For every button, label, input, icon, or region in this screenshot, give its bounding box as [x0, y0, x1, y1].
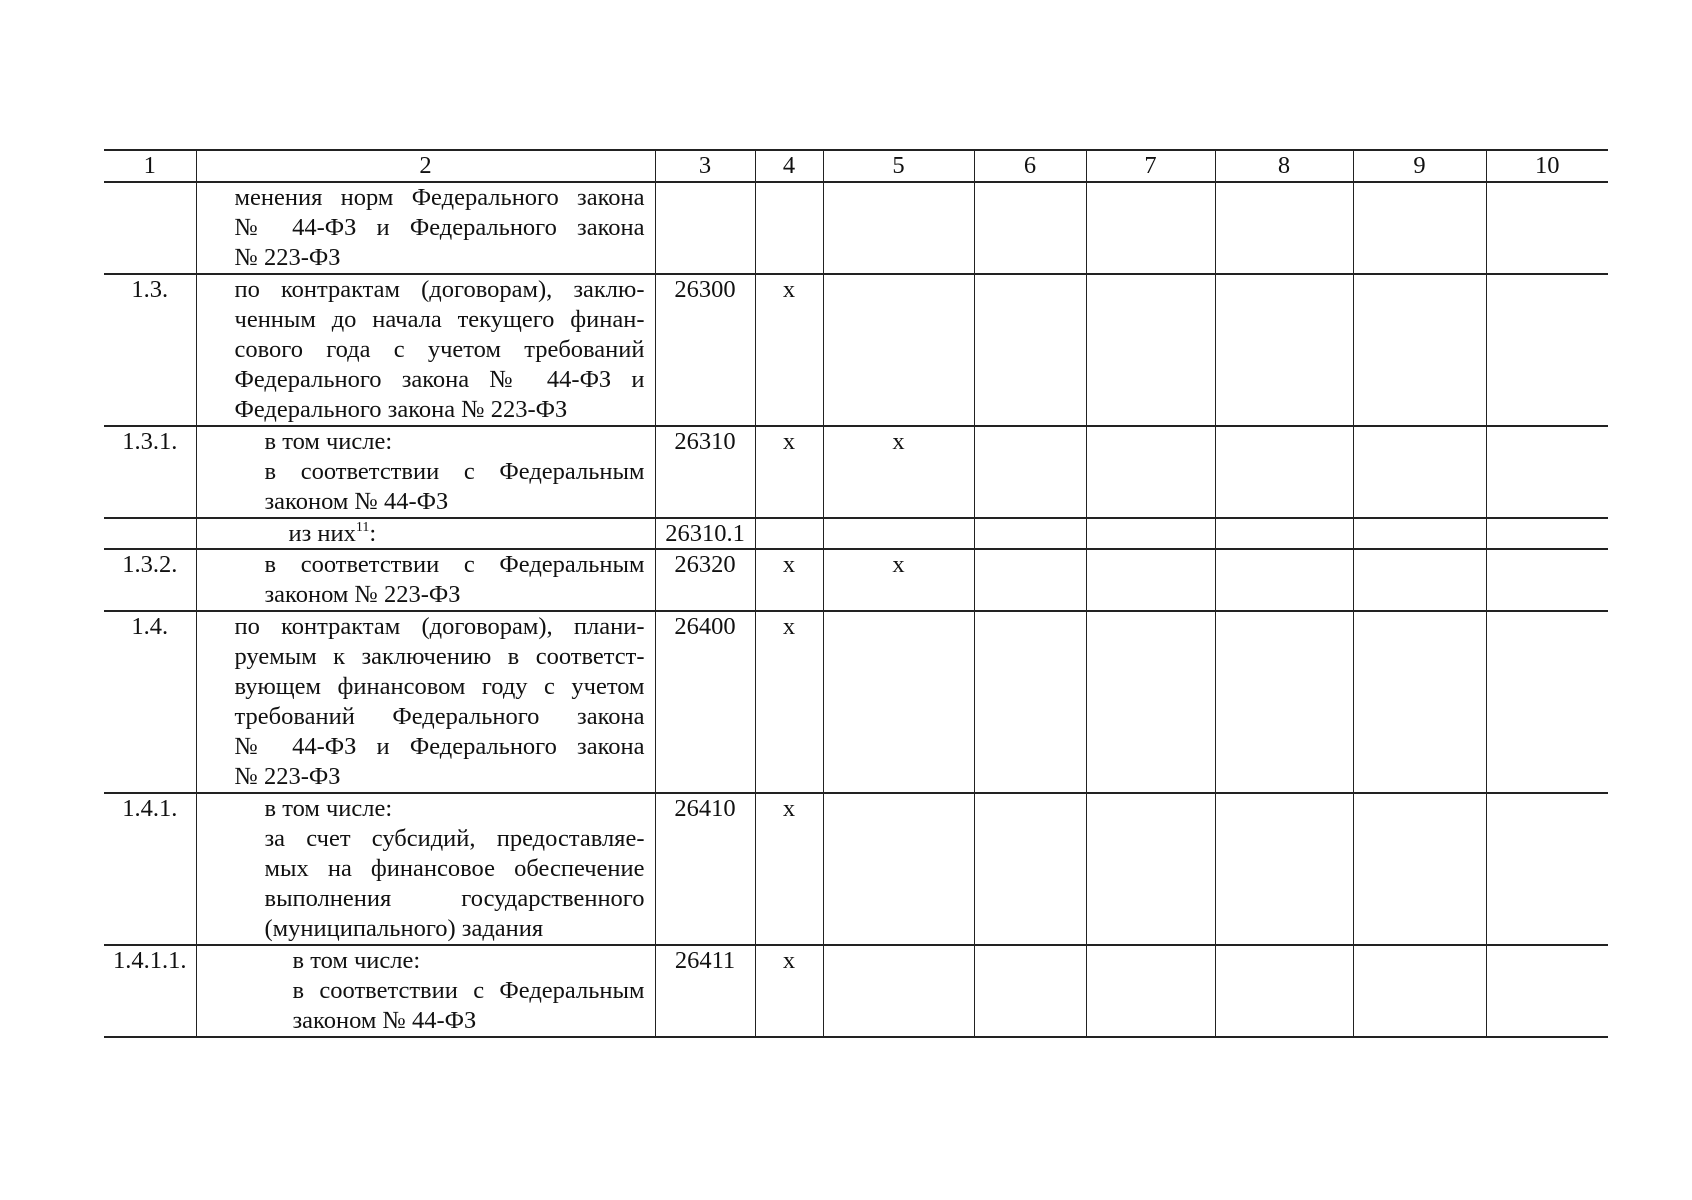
- description-line: по контрактам (договорам), плани-: [234, 613, 645, 640]
- description-suffix: :: [369, 520, 377, 547]
- cell-col4: x: [755, 274, 823, 426]
- cell-col9: [1353, 518, 1486, 549]
- cell-col8: [1215, 793, 1353, 945]
- cell-col7: [1086, 793, 1215, 945]
- cell-col5: [823, 611, 974, 793]
- description-line: менения норм Федерального закона: [234, 184, 645, 211]
- cell-col9: [1353, 611, 1486, 793]
- cell-col8: [1215, 518, 1353, 549]
- table-row: [104, 945, 1608, 1037]
- cell-col10: [1486, 549, 1608, 611]
- row-number: 1.3.1.: [104, 426, 196, 518]
- document-table: [104, 149, 1608, 1038]
- cell-col7: [1086, 182, 1215, 274]
- cell-col10: [1486, 945, 1608, 1037]
- cell-col4: x: [755, 945, 823, 1037]
- cell-col9: [1353, 549, 1486, 611]
- cell-col6: [974, 274, 1086, 426]
- cell-col4: [755, 518, 823, 549]
- row-number: 1.4.1.: [104, 793, 196, 945]
- cell-col10: [1486, 611, 1608, 793]
- description-intro: в том числе:: [292, 947, 421, 974]
- cell-col8: [1215, 426, 1353, 518]
- row-number: [104, 182, 196, 274]
- cell-col6: [974, 793, 1086, 945]
- row-code: 26400: [655, 611, 755, 793]
- cell-col5: [823, 182, 974, 274]
- cell-col10: [1486, 182, 1608, 274]
- row-code: 26310: [655, 426, 755, 518]
- row-description: [196, 549, 655, 611]
- cell-col7: [1086, 426, 1215, 518]
- row-description: [196, 945, 655, 1037]
- description-intro: в том числе:: [264, 428, 393, 455]
- description-line: мых на финансовое обеспечение: [264, 855, 645, 882]
- cell-col10: [1486, 274, 1608, 426]
- description-line: законом № 223-ФЗ: [264, 581, 461, 608]
- cell-col9: [1353, 945, 1486, 1037]
- header-cell: 6: [974, 150, 1086, 182]
- cell-col5: [823, 518, 974, 549]
- table-row: [104, 182, 1608, 274]
- cell-col6: [974, 518, 1086, 549]
- header-cell: 2: [196, 150, 655, 182]
- cell-col4: x: [755, 549, 823, 611]
- description-line: по контрактам (договорам), заклю-: [234, 276, 645, 303]
- cell-col8: [1215, 274, 1353, 426]
- description-line: руемым к заключению в соответст-: [234, 643, 645, 670]
- cell-col5: [823, 945, 974, 1037]
- description-line: (муниципального) задания: [264, 915, 544, 942]
- row-number: 1.4.: [104, 611, 196, 793]
- description-line: требований Федерального закона: [234, 703, 645, 730]
- cell-col7: [1086, 611, 1215, 793]
- cell-col8: [1215, 549, 1353, 611]
- row-description: [196, 518, 655, 549]
- description-line: № 223-ФЗ: [234, 763, 341, 790]
- cell-col4: x: [755, 611, 823, 793]
- cell-col4: x: [755, 793, 823, 945]
- header-cell: 9: [1353, 150, 1486, 182]
- description-line: ченным до начала текущего финан-: [234, 306, 645, 333]
- table-header-row: [104, 150, 1608, 182]
- cell-col4: x: [755, 426, 823, 518]
- cell-col7: [1086, 274, 1215, 426]
- description-line: за счет субсидий, предоставляе-: [264, 825, 645, 852]
- row-description: [196, 793, 655, 945]
- row-number: 1.3.2.: [104, 549, 196, 611]
- description-text: из них: [288, 520, 356, 547]
- cell-col10: [1486, 518, 1608, 549]
- description-line: вующем финансовом году с учетом: [234, 673, 645, 700]
- cell-col6: [974, 549, 1086, 611]
- table-row: [104, 518, 1608, 549]
- header-cell: 5: [823, 150, 974, 182]
- header-cell: 10: [1486, 150, 1608, 182]
- description-line: № 44-ФЗ и Федерального закона: [234, 214, 645, 241]
- row-number: 1.3.: [104, 274, 196, 426]
- description-intro: в том числе:: [264, 795, 393, 822]
- description-line: законом № 44-ФЗ: [264, 488, 449, 515]
- row-code: 26411: [655, 945, 755, 1037]
- header-cell: 3: [655, 150, 755, 182]
- table-row: [104, 611, 1608, 793]
- cell-col8: [1215, 945, 1353, 1037]
- row-description: [196, 182, 655, 274]
- table-row: [104, 274, 1608, 426]
- cell-col9: [1353, 793, 1486, 945]
- cell-col10: [1486, 426, 1608, 518]
- description-line: Федерального закона № 44-ФЗ и: [234, 366, 645, 393]
- cell-col6: [974, 945, 1086, 1037]
- cell-col6: [974, 426, 1086, 518]
- header-cell: 1: [104, 150, 196, 182]
- cell-col8: [1215, 182, 1353, 274]
- table-row: [104, 793, 1608, 945]
- row-code: 26310.1: [655, 518, 755, 549]
- description-line: в соответствии с Федеральным: [292, 977, 645, 1004]
- row-code: 26410: [655, 793, 755, 945]
- description-line: Федерального закона № 223-ФЗ: [234, 396, 568, 423]
- description-line: в соответствии с Федеральным: [264, 551, 645, 578]
- cell-col5: x: [823, 549, 974, 611]
- description-line: № 44-ФЗ и Федерального закона: [234, 733, 645, 760]
- row-code: 26300: [655, 274, 755, 426]
- cell-col9: [1353, 426, 1486, 518]
- row-number: [104, 518, 196, 549]
- cell-col9: [1353, 182, 1486, 274]
- row-description: [196, 611, 655, 793]
- cell-col5: x: [823, 426, 974, 518]
- cell-col7: [1086, 549, 1215, 611]
- row-description: [196, 426, 655, 518]
- cell-col7: [1086, 518, 1215, 549]
- header-cell: 4: [755, 150, 823, 182]
- cell-col6: [974, 611, 1086, 793]
- cell-col8: [1215, 611, 1353, 793]
- description-line: законом № 44-ФЗ: [292, 1007, 477, 1034]
- row-description: [196, 274, 655, 426]
- row-code: 26320: [655, 549, 755, 611]
- table-row: [104, 549, 1608, 611]
- row-code: [655, 182, 755, 274]
- table-row: [104, 426, 1608, 518]
- cell-col5: [823, 274, 974, 426]
- description-line: № 223-ФЗ: [234, 244, 341, 271]
- cell-col7: [1086, 945, 1215, 1037]
- description-line: сового года с учетом требований: [234, 336, 645, 363]
- header-cell: 8: [1215, 150, 1353, 182]
- cell-col5: [823, 793, 974, 945]
- footnote-ref: 11: [355, 520, 370, 535]
- cell-col4: [755, 182, 823, 274]
- row-number: 1.4.1.1.: [104, 945, 196, 1037]
- header-cell: 7: [1086, 150, 1215, 182]
- cell-col10: [1486, 793, 1608, 945]
- cell-col6: [974, 182, 1086, 274]
- description-line: выполнения государственного: [264, 885, 645, 912]
- cell-col9: [1353, 274, 1486, 426]
- description-line: в соответствии с Федеральным: [264, 458, 645, 485]
